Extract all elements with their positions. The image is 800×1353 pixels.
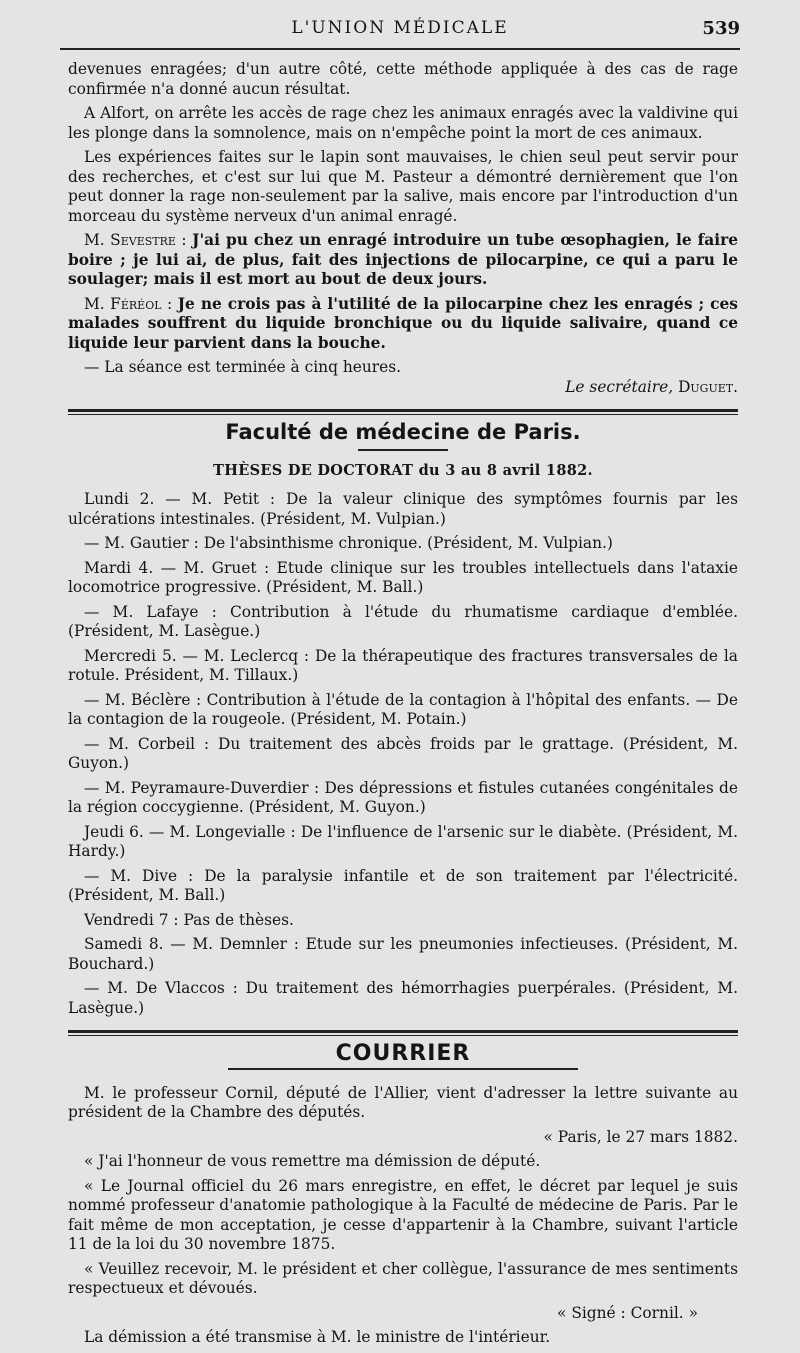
- courrier-intro: M. le professeur Cornil, député de l'Allier, vient d'adresser la lettre suivante au président de la Chambre des députés.: [68, 1083, 738, 1121]
- thesis-entry: Samedi 8. — M. Demnler : Etude sur les pneumonies infectieuses. (Président, M. Bouchard.): [68, 935, 738, 973]
- thesis-entry: Vendredi 7 : Pas de thèses.: [84, 910, 294, 929]
- secretary-name: Duguet.: [678, 377, 738, 396]
- seance-paragraph: A Alfort, on arrête les accès de rage chez les animaux enragés avec la valdivine qui les plonge dans la somnolence, mais on n'empêche point la mort de ces animaux.: [68, 104, 738, 142]
- header-rule: [60, 48, 740, 50]
- secretary-role: Le secrétaire,: [565, 377, 674, 396]
- letter-signature: « Signé : Cornil. »: [557, 1303, 698, 1322]
- running-title: L'UNION MÉDICALE: [291, 18, 509, 38]
- secretary-signature: [68, 378, 738, 398]
- courrier-closing: La démission a été transmise à M. le ministre de l'intérieur.: [84, 1328, 551, 1346]
- theses-subtitle: THÈSES DE DOCTORAT du 3 au 8 avril 1882.: [213, 461, 593, 479]
- sevestre-remark: [68, 231, 738, 290]
- seance-paragraph: devenues enragées; d'un autre côté, cette méthode appliquée à des cas de rage confirmée n'a donné aucun résultat.: [68, 60, 738, 98]
- thesis-entry: — M. Corbeil : Du traitement des abcès froids par le grattage. (Président, M. Guyon.): [68, 734, 738, 772]
- page-number: 539: [702, 18, 740, 39]
- title-underline: [358, 449, 448, 451]
- speaker-text: Je ne crois pas à l'utilité de la pilocarpine chez les enragés ; ces malades souffrent du liquide bronchique ou du liquide salivaire, quand ce liquide leur parvient dans la bouche.: [68, 294, 738, 352]
- thesis-entry: Lundi 2. — M. Petit : De la valeur clinique des symptômes fournis par les ulcérations intestinales. (Président, M. Vulpian.): [68, 490, 738, 528]
- section-divider: [68, 1030, 738, 1036]
- seance-paragraph: Les expériences faites sur le lapin sont mauvaises, le chien seul peut servir pour des recherches, et c'est sur lui que M. Pasteur a démontré dernièrement que l'on peut donner la rage non-seulement par la salive, mais encore par l'introduction d'un morceau du système nerveux d'un animal enragé.: [68, 148, 738, 225]
- title-underline: [228, 1068, 578, 1070]
- letter-paragraph: « J'ai l'honneur de vous remettre ma démission de député.: [84, 1152, 541, 1170]
- speaker-name: M. Sevestre :: [84, 231, 187, 249]
- thesis-entry: Jeudi 6. — M. Longevialle : De l'influence de l'arsenic sur le diabète. (Président, M. Hardy.): [68, 822, 738, 860]
- running-header: [60, 18, 740, 48]
- thesis-entry: — M. Gautier : De l'absinthisme chronique. (Président, M. Vulpian.): [84, 534, 613, 552]
- seance-closing: — La séance est terminée à cinq heures.: [84, 358, 402, 376]
- speaker-text: J'ai pu chez un enragé introduire un tube œsophagien, le faire boire ; je lui ai, de plus, fait des injections de pilocarpine, ce qui a paru le soulager; mais il est mort au bout de deux jours.: [68, 231, 738, 288]
- speaker-name: M. Féréol :: [84, 294, 173, 313]
- thesis-entry: — M. Dive : De la paralysie infantile et de son traitement par l'électricité. (Président, M. Ball.): [68, 866, 738, 904]
- thesis-entry: — M. Peyramaure-Duverdier : Des dépressions et fistules cutanées congénitales de la région coccygienne. (Président, M. Guyon.): [68, 778, 738, 816]
- text-column: [68, 60, 738, 1353]
- thesis-entry: Mardi 4. — M. Gruet : Etude clinique sur les troubles intellectuels dans l'ataxie locomotrice progressive. (Président, M. Ball.): [68, 558, 738, 596]
- letter-paragraph: « Le Journal officiel du 26 mars enregistre, en effet, le décret par lequel je suis nommé professeur d'anatomie pathologique à la Faculté de médecine de Paris. Par le fait même de mon acceptation, je cesse d'appartenir à la Chambre, suivant l'article 11 de la loi du 30 novembre 1875.: [68, 1176, 738, 1253]
- fereol-remark: [68, 295, 738, 354]
- thesis-entry: — M. De Vlaccos : Du traitement des hémorrhagies puerpérales. (Président, M. Lasègue.): [68, 979, 738, 1017]
- section-divider: [68, 409, 738, 415]
- faculte-title: Faculté de médecine de Paris.: [225, 420, 581, 444]
- thesis-entry: Mercredi 5. — M. Leclercq : De la thérapeutique des fractures transversales de la rotule. Président, M. Tillaux.): [68, 646, 738, 684]
- thesis-entry: — M. Béclère : Contribution à l'étude de la contagion à l'hôpital des enfants. — De la contagion de la rougeole. (Président, M. Potain.): [68, 690, 738, 728]
- courrier-title: COURRIER: [335, 1041, 471, 1066]
- letter-dateline: « Paris, le 27 mars 1882.: [543, 1127, 738, 1146]
- letter-paragraph: « Veuillez recevoir, M. le président et cher collègue, l'assurance de mes sentiments respectueux et dévoués.: [68, 1259, 738, 1297]
- thesis-entry: — M. Lafaye : Contribution à l'étude du rhumatisme cardiaque d'emblée. (Président, M. Lasègue.): [68, 602, 738, 640]
